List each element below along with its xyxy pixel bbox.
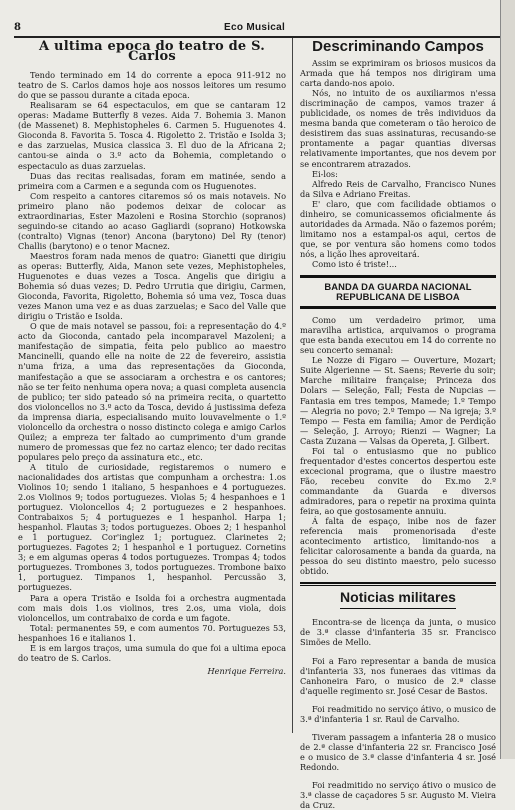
- article-title-campos: Descriminando Campos: [312, 38, 484, 55]
- paragraph: Para a opera Tristão e Isolda foi a orchestra augmentada com mais dois 1.os violinos, tres 2.os, uma viola, dois violoncellos, um contrabaixo de corda e um fagote.: [18, 592, 286, 623]
- section-rule: [300, 582, 496, 586]
- notice-item: Encontra-se de licença da junta, o musico de 3.ª classe d'infanteria 35 sr. Francisco Simões de Mello.: [300, 617, 496, 648]
- paragraph: Foi tal o entusiasmo que no publico frequentador d'estes concertos despertou este excecional programa, que o ilustre maestro Fão, recebeu convite do Ex.mo 2.º commandante da Guarda e diversos admiradores, para o repetir na proxima quinta feira, ao que gostosamente annuiu.: [300, 445, 496, 517]
- paragraph: E' claro, que com facilidade obtiamos o dinheiro, se comunicassemos oficialmente ás autoridades da Armada. Não o fazemos porém; limitamo nos a estampal-os aqui, certos de que, se por ventura são homens como todos nós, a lição lhes aproveitará.: [300, 198, 496, 259]
- paragraph: Maestros foram nada menos de quatro: Gianetti que dirigiu as operas: Butterfly, Aida, Manon sete vezes, Mephistopheles, Huguenotes e duas vezes a Tosca. Angelis que dirigiu a Bohemia só duas vezes; D. Pedro Urrutia que dirigiu, Carmen, Gioconda, Favorita, Rigoletto, Bohemia só uma vez, Tosca duas vezes Manon uma vez e as duas zarzuelas; e Saco del Valle que dirigiu o Tristão e Isolda.: [18, 250, 286, 322]
- author-signature: Henrique Ferreira.: [207, 665, 286, 676]
- notice-item: Foi readmitido no serviço átivo o musico de 3.ª classe de caçadores 5 sr. Augusto M. Vieira da Cruz.: [300, 780, 496, 810]
- paragraph: A titulo de curiosidade, registaremos o numero e nacionalidades dos artistas que compunham a orchestra: 1.os Violinos 10; sendo 1 italiano, 5 hespanhoes e 4 portuguezes. 2.os Violinos 9; todos portuguezes. Violas 5; 4 hespanhoes e 1 portuguez. Violoncellos 4; 2 portuguezes e 2 hespanhoes. Contrabaixos 5; 4 portuguezes e 1 hespanhol. Harpa 1; hespanhol. Flautas 3; todos portuguezes. Oboes 2; 1 hespanhol e 1 portuguez. Cor'inglez 1; portuguez. Clarinetes 2; portuguezes. Fagotes 2; 1 hespanhol e 1 portuguez. Cornetins 3; e em algumas operas 4 todos portuguezes. Trompas 4; todos portuguezes. Trombones 3, todos portuguezes. Trombone baixo 1, portuguez. Timpanos 1, hespanhol. Percussão 3, portuguezes.: [18, 461, 286, 593]
- paragraph: Duas das recitas realisadas, foram em matinée, sendo a primeira com a Carmen e a segunda com os Huguenotes.: [18, 170, 286, 191]
- paragraph: Nós, no intuito de os auxiliarmos n'essa discriminação de campos, vamos trazer á publicidade, os nomes de três individuos da mesma banda que cometeram o tão heroico de desistirem das suas assinaturas, recusando-se prontamente a pagar quantias diversas relativamente importantes, que nos devem por se encontrarem atrazados.: [300, 88, 496, 169]
- left-column: [18, 40, 286, 676]
- paragraph: Tendo terminado em 14 do corrente a epoca 911-912 no teatro de S. Carlos damos hoje aos nossos leitores um resumo do que se passou durante a citada epoca.: [18, 70, 286, 101]
- notice-item: Foi readmitido no serviço átivo, o musico de 3.ª d'infanteria 1 sr. Raul de Carvalho.: [300, 703, 496, 724]
- paragraph: Como um verdadeiro primor, uma maravilha artistica, arquivamos o programa que esta banda executou em 14 do corrente no seu concerto semanal:: [300, 315, 496, 356]
- right-column: [300, 40, 496, 810]
- banda-guarda-heading: BANDA DA GUARDA NACIONAL REPUBLICANA DE LISBOA: [300, 275, 496, 309]
- notice-item: Tiveram passagem a infanteria 28 o musico de 2.ª classe d'infanteria 22 sr. Francisco José e o musico de 3.ª classe d'infanteria 4 sr. José Redondo.: [300, 731, 496, 772]
- paragraph: E is em largos traços, uma sumula do que foi a ultima epoca do teatro de S. Carlos.: [18, 642, 286, 663]
- paragraph: Total: permanentes 59, e com aumentos 70. Portuguezes 53, hespanhoes 16 e italianos 1.: [18, 622, 286, 643]
- section-title-noticias: Noticias militares: [340, 589, 456, 606]
- paragraph: Assim se exprimiram os briosos musicos da Armada que há tempos nos dirigiram uma carta dando-nos apoio.: [300, 58, 496, 89]
- publication-title: Eco Musical: [224, 22, 286, 33]
- page-header: [14, 22, 506, 36]
- article-title-sao-carlos: A ultima epoca do teatro de S. Carlos: [39, 39, 265, 65]
- adjacent-page-edge: [500, 0, 515, 759]
- paragraph: Com respeito a cantores citaremos só os mais notaveis. No primeiro plano não podemos deixar de colocar as extraordinarias, Ester Mazoleni e Rosina Storchio (sopranos) seguindo-se citando ao acaso Gagliardi (soprano) Hotkowska (contralto) Vignas (tenor) Ancona (barytono) Del Ry (tenor) Challis (barytono) e o tenor Macnez.: [18, 190, 286, 251]
- paragraph: Ei-los:: [312, 168, 338, 179]
- paragraph: Le Nozze di Figaro — Ouverture, Mozart; Suite Algerienne — St. Saens; Reverie du soir; Marche militaire française; Princeza dos Dolars — Seleção, Fall; Festa de Nupcias — Fantasia em tres tempos, Mamede; 1.º Tempo — Alegria no povo; 2.º Tempo — Na igreja; 3.º Tempo — Festa em familia; Amor de Perdição — Seleção, J. Arroyo; Rienzi — Wagner; La Casta Zuzana — Valsas da Opereta, J. Gilbert.: [300, 355, 496, 446]
- paragraph: Realisaram se 64 espectaculos, em que se cantaram 12 operas: Madame Butterfly 8 vezes. Aida 7. Bohemia 3. Manon (de Massenet) 8. Mephistopheles 6. Carmen 5. Huguenotes 4. Gioconda 8. Favorita 5. Tosca 4. Rigoletto 2. Tristão e Isolda 3; e das zarzuelas, Musica classica 3. El duo de la Africana 2; cantou-se ainda o 3.º acto da Bohemia, completando o espectaculo as duas zarzuelas.: [18, 100, 286, 171]
- notice-item: Foi a Faro representar a banda de musica d'infanteria 33, nos funeraes das vitimas da Canhoneira Faro, o musico de 2.ª classe d'aquelle regimento sr. José Cesar de Bastos.: [300, 655, 496, 696]
- column-divider: [292, 38, 293, 733]
- page-number: 8: [14, 22, 21, 33]
- paragraph: Alfredo Reis de Carvalho, Francisco Nunes da Silva e Adriano Freitas.: [300, 178, 496, 199]
- paragraph: Como isto é triste!...: [312, 258, 397, 269]
- paragraph: O que de mais notavel se passou, foi: a representação do 4.º acto da Gioconda, cantado pela incomparavel Mazoleni; a manifestação de simpatia, feita pelo publico ao maestro Mancinelli, quando elle na noite de 22 de fevereiro, assistia n'uma friza, a uma das representações da Gioconda, manifestação a que se associaram a orchestra e os cantores; não se ter feito nenhuma opera nova; a quasi completa ausencia de publico; ter sido pateado só na primeira recita, o quartetto dos violoncellos no 3.º acto da Tosca, devido á justissima defeza da imprensa diaria, especialisando muito louvavelmente o 1.º violoncello da orchestra o nosso distincto colega e amigo Carlos Quilez; a empreza ter faltado ao cumprimento d'um grande numero de promessas que fez no cartaz elenco; ter dado recitas populares pelo preço da assinatura etc., etc.: [18, 321, 286, 462]
- paragraph: Á falta de espaço, inibe nos de fazer referencia mais promenorisada d'este acontecimento artistico, limitando-nos a felicitar calorosamente a banda da guarda, na pessoa do seu distinto maestro, pelo sucesso obtido.: [300, 516, 496, 577]
